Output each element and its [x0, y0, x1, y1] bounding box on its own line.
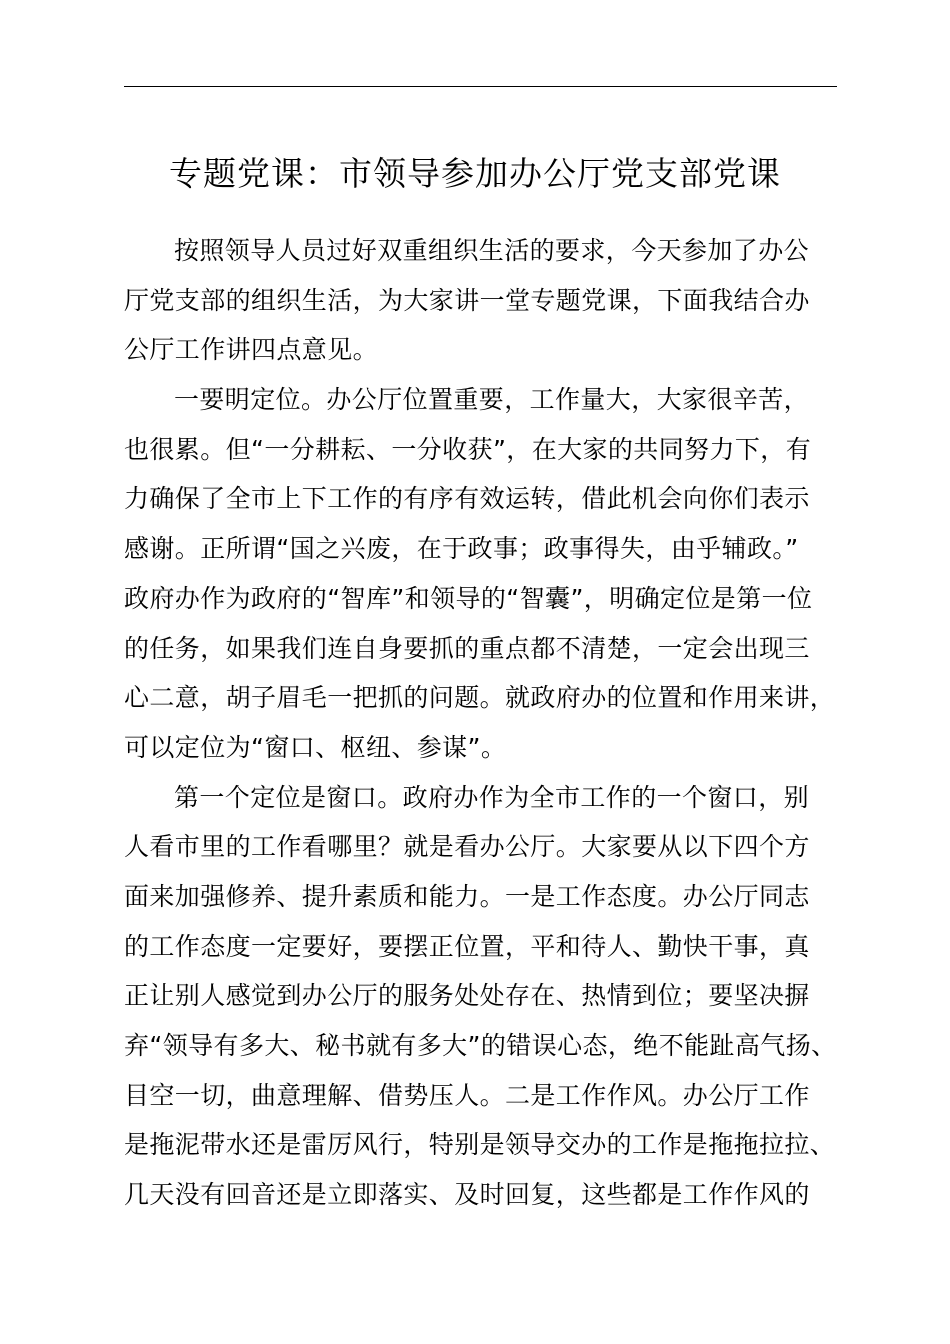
text-line: 公厅工作讲四点意见。: [124, 335, 379, 365]
text-line: 力确保了全市上下工作的有序有效运转，借此机会向你们表示: [124, 484, 810, 514]
text-line: 心二意，胡子眉毛一把抓的问题。就政府办的位置和作用来讲，: [124, 683, 836, 713]
text-line: 正让别人感觉到办公厅的服务处处存在、热情到位；要坚决摒: [124, 981, 810, 1011]
text-line: 的工作态度一定要好，要摆正位置，平和待人、勤快干事，真: [124, 931, 810, 961]
text-line: 可以定位为“窗口、枢纽、参谋”。: [124, 732, 507, 762]
text-line: 第一个定位是窗口。政府办作为全市工作的一个窗口，别: [174, 782, 810, 812]
text-line: 几天没有回音还是立即落实、及时回复，这些都是工作作风的: [124, 1180, 810, 1210]
header-rule: [124, 86, 837, 87]
text-line: 目空一切，曲意理解、借势压人。二是工作作风。办公厅工作: [124, 1080, 810, 1110]
text-line: 厅党支部的组织生活，为大家讲一堂专题党课，下面我结合办: [124, 285, 810, 315]
text-line: 的任务，如果我们连自身要抓的重点都不清楚，一定会出现三: [124, 633, 810, 663]
text-line: 政府办作为政府的“智库”和领导的“智囊”，明确定位是第一位: [124, 583, 813, 613]
text-line: 人看市里的工作看哪里？就是看办公厅。大家要从以下四个方: [124, 832, 810, 862]
text-line: 按照领导人员过好双重组织生活的要求，今天参加了办公: [174, 236, 810, 265]
document-body: [124, 226, 864, 1220]
text-line: 一要明定位。办公厅位置重要，工作量大，大家很辛苦，: [174, 385, 810, 415]
document-title: 专题党课：市领导参加办公厅党支部党课: [169, 154, 781, 193]
text-line: 面来加强修养、提升素质和能力。一是工作态度。办公厅同志: [124, 881, 810, 911]
text-line: 感谢。正所谓“国之兴废，在于政事；政事得失，由乎辅政。”: [124, 534, 799, 564]
text-line: 也很累。但“一分耕耘、一分收获”，在大家的共同努力下，有: [124, 434, 812, 464]
text-line: 弃“领导有多大、秘书就有多大”的错误心态，绝不能趾高气扬、: [124, 1031, 837, 1060]
text-line: 是拖泥带水还是雷厉风行，特别是领导交办的工作是拖拖拉拉、: [124, 1130, 836, 1160]
